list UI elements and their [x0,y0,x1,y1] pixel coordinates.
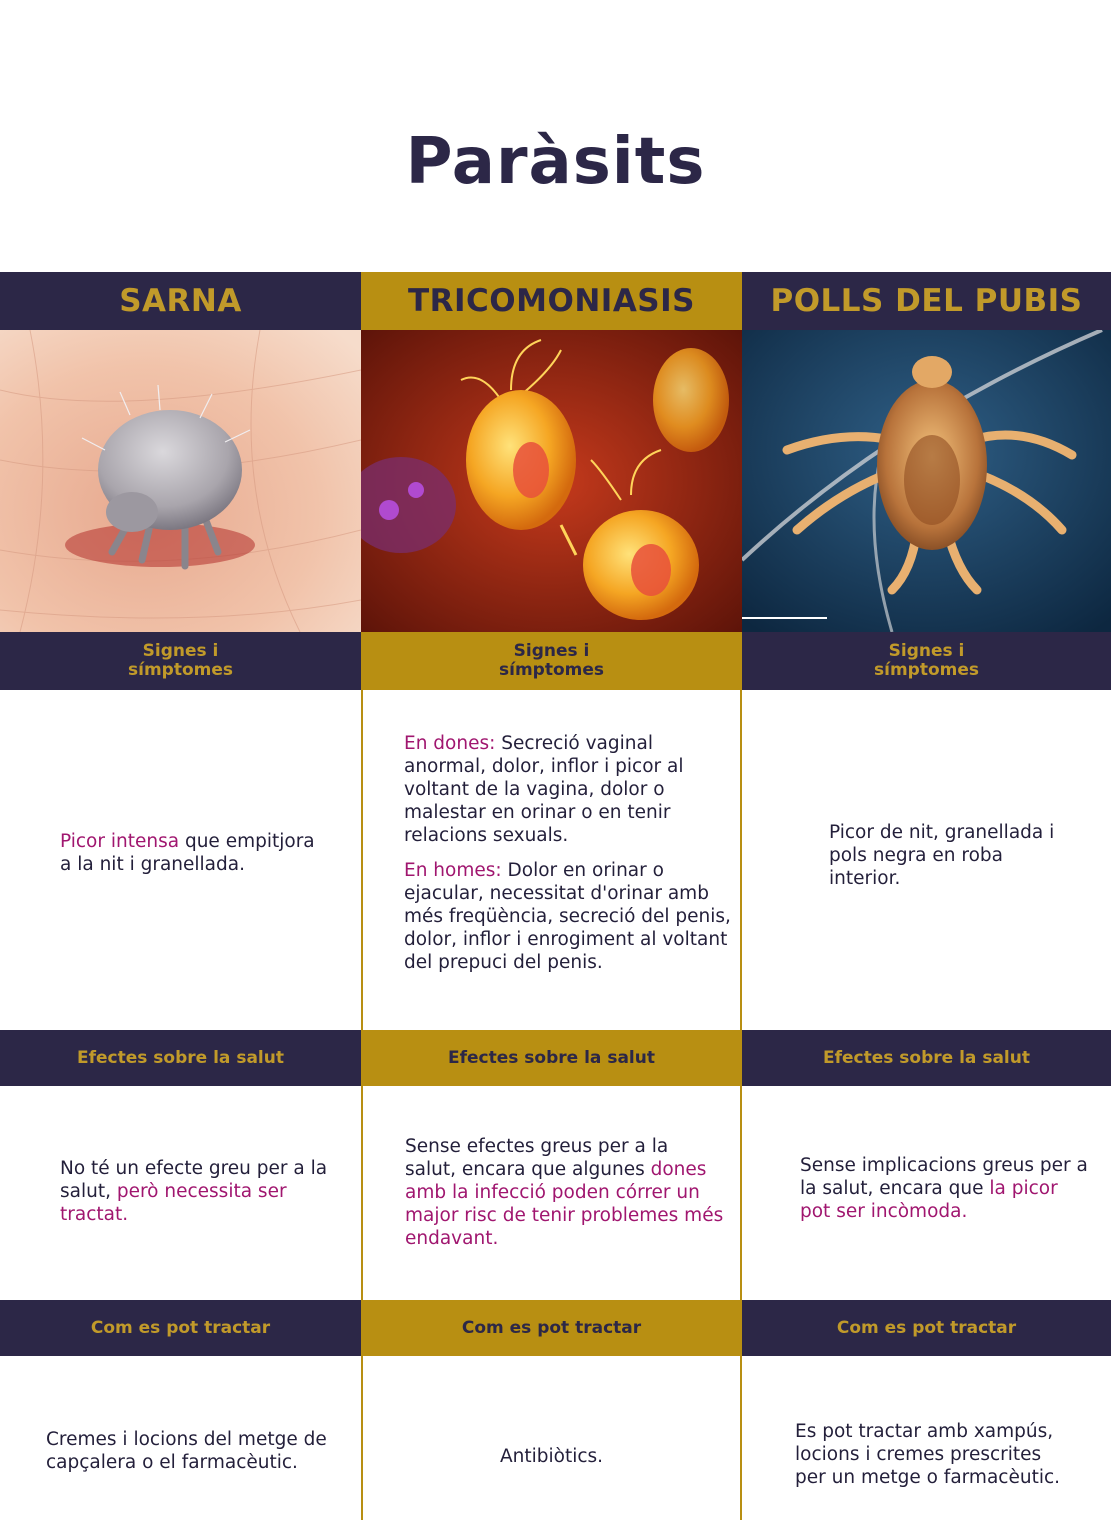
treatment-header: Com es pot tractar [0,1300,361,1356]
signs-text: Picor de nit, granellada i pols negra en roba interior. [829,822,1055,889]
column-title: SARNA [0,272,361,330]
effects-text: Sense implicacions greus per a la salut, encara que la picor pot ser incòmoda. [800,1155,1088,1222]
effects-text: No té un efecte greu per a la salut, però necessita ser tractat. [60,1158,328,1225]
column-tricomoniasis [361,272,742,1520]
treatment-text: Es pot tractar amb xampús, locions i cremes prescrites per un metge o farmacèutic. [795,1421,1061,1488]
scabies-mite-image [0,330,361,632]
signs-men: En homes: Dolor en orinar o ejacular, necessitat d'orinar amb més freqüència, secreció del penis, dolor, inflor i enrogiment al voltant del prepuci del penis. [404,860,731,973]
signs-women: En dones: Secreció vaginal anormal, dolor, inflor i picor al voltant de la vagina, dolor o malestar en orinar o en tenir relacions sexuals. [404,733,684,846]
page-title: Paràsits [405,125,706,199]
treatment-header: Com es pot tractar [361,1300,742,1356]
effects-header: Efectes sobre la salut [361,1030,742,1086]
column-title: TRICOMONIASIS [361,272,742,330]
column-sarna [0,272,361,1520]
treatment-header: Com es pot tractar [742,1300,1111,1356]
effects-header: Efectes sobre la salut [0,1030,361,1086]
effects-header: Efectes sobre la salut [742,1030,1111,1086]
signs-header: Signes i símptomes [0,632,361,690]
treatment-text: Cremes i locions del metge de capçalera o el farmacèutic. [46,1429,327,1473]
column-polls-del-pubis [742,272,1111,1520]
signs-header: Signes i símptomes [361,632,742,690]
column-title: POLLS DEL PUBIS [742,272,1111,330]
treatment-text: Antibiòtics. [499,1446,604,1467]
signs-header: Signes i símptomes [742,632,1111,690]
pubic-louse-image [742,330,1111,632]
trichomonas-image [361,330,742,632]
effects-text: Sense efectes greus per a la salut, encara que algunes dones amb la infecció poden córrer un major risc de tenir problemes més endavant. [405,1136,724,1249]
signs-text: Picor intensa que empitjora a la nit i granellada. [60,831,315,875]
signs-text [404,732,734,974]
